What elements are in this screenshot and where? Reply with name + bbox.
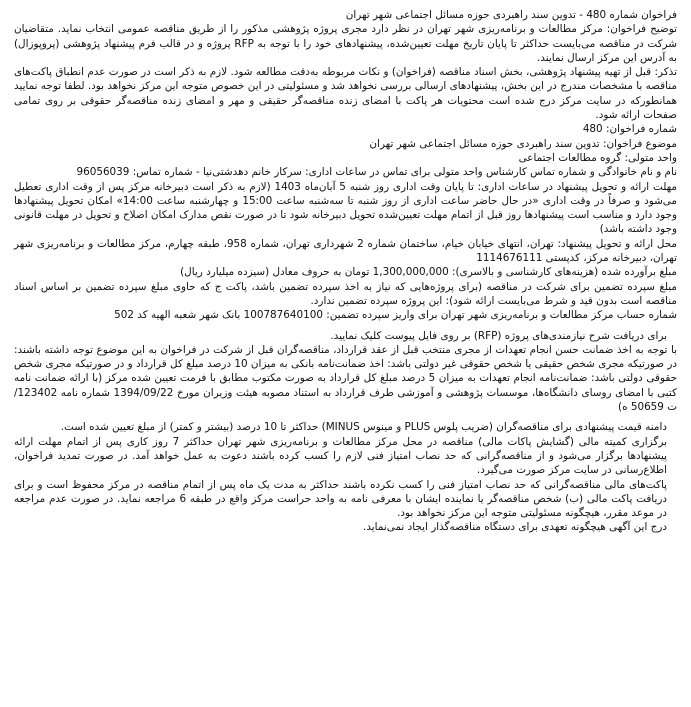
bank-account: شماره حساب مرکز مطالعات و برنامه‌ریزی شهر تهران برای واریز سپرده تضمین: 100787640100 بانک شهر شعبه الهیه کد 502 bbox=[114, 309, 677, 322]
disclaimer: درج این آگهی هیچگونه تعهدی برای دستگاه مناقصه‌گذار ایجاد نمی‌نماید. bbox=[363, 521, 667, 534]
rfp-link-text[interactable]: برای دریافت شرح نیازمندی‌های پروژه (RFP) بر روی فایل پیوست کلیک نمایید. bbox=[330, 329, 667, 342]
notice-note: تذکر: قبل از تهیه پیشنهاد پژوهشی، بخش اسناد مناقصه (فراخوان) و نکات مربوطه به‌دقت مطالعه شود. لازم به ذکر است در صورت عدم انطباق پاکت‌های مناقصه با مشخصات مندرج در این بخش، پیشنهادهای ارسالی بررسی نخواهد شد و مسئولیتی در این خصوص متوجه این مرکز نخواهد بود. لطفا توجه نمایید همانطورکه در سایت مرکز درج شده است محتویات هر پاکت با امضای زنده مناقصه‌گر حقیقی و مهر و امضای زنده مناقصه‌گر حقوقی بر روی تمامی صفحات ارائه شود. bbox=[14, 66, 677, 122]
submission-deadline: مهلت ارائه و تحویل پیشنهاد در ساعات اداری: تا پایان وقت اداری روز شنبه 5 آبان‌ماه 1403 (لازم به ذکر است دبیرخانه مرکز پس از وقت اداری تعطیل می‌شود و صرفاً در وقت اداری «در حال حاضر ساعت اداری از روز شنبه تا سه‌شنبه ساعت 15:00 و چهارشنبه ساعت 14:00» امکان تحویل پیشنهادها وجود دارد و مناسب است پیشنهادها روز قبل از اتمام مهلت تعیین‌شده تحویل دبیرخانه شود تا در صورت نقص مدارک امکان اصلاح و تحویل در مهلت قانونی وجود داشته باشد) bbox=[14, 180, 677, 236]
contact-info: نام و نام خانوادگی و شماره تماس کارشناس واحد متولی برای تماس در ساعات اداری: سرکار خانم دهدشتی‌نیا - شماره تماس: 96056039 bbox=[76, 166, 677, 179]
envelope-pickup: پاکت‌های مالی مناقصه‌گرانی که حد نصاب امتیاز فنی را کسب نکرده باشند حداکثر به مدت یک ماه پس از اتمام مناقصه در مرکز محفوظ است و برای دریافت پاکت مالی (ب) شخص مناقصه‌گر یا نماینده ایشان با معرفی نامه به واحد حراست مرکز واقع در طبقه 6 مراجعه نماید. در صورت عدم مراجعه در موعد مقرر، هیچگونه مسئولیتی متوجه این مرکز نخواهد بود. bbox=[14, 478, 668, 520]
supervisor-unit: واحد متولی: گروه مطالعات اجتماعی bbox=[518, 151, 677, 164]
submission-address: محل ارائه و تحویل پیشنهاد: تهران، انتهای خیابان خیام، ساختمان شماره 2 شهرداری تهران، شماره 958، طبقه چهارم، مرکز مطالعات و برنامه‌ریزی شهر تهران، دبیرخانه مرکز، کدپستی 1114676111 bbox=[14, 237, 678, 265]
guarantee-deposit: مبلغ سپرده تضمین برای شرکت در مناقصه (برای پروژه‌هایی که نیاز به اخذ سپرده تضمین باشد، پاکت ج که حاوی مبلغ سپرده تضمین بر اساس اسناد مناقصه است بدون قید و شرط می‌بایست ارائه شود): این پروژه سپرده تضمین ندارد. bbox=[14, 280, 677, 307]
performance-bond: با توجه به اخذ ضمانت حسن انجام تعهدات از مجری منتخب قبل از عقد قرارداد، مناقصه‌گران قبل از شرکت در فراخوان به این موضوع توجه داشته باشند: در صورتیکه مجری شخص حقیقی یا شخص حقوقی غیر دولتی باشد: اخذ ضمانت‌نامه بانکی به میزان 10 درصد مبلغ کل قرارداد و در صورتیکه مجری شخص حقوقی دولتی باشد: ضمانت‌نامه انجام تعهدات به میزان 5 درصد مبلغ کل قرارداد به صورت مکتوب مطابق با فرمت تعیین شده مرکز (با ارائه ضمانت نامه کتبی با امضای روسای دانشگاه‌ها، موسسات پژوهشی و آموزشی طرف قرارداد به استناد مصوبه هیئت وزیران مورخ 1394/09/22 شماره نامه 123402/ت 50659 ه) bbox=[14, 343, 677, 414]
call-subject: موضوع فراخوان: تدوین سند راهبردی حوزه مسائل اجتماعی شهر تهران bbox=[369, 137, 677, 150]
call-number: شماره فراخوان: 480 bbox=[582, 123, 677, 136]
price-range: دامنه قیمت پیشنهادی برای مناقصه‌گران (ضریب پلوس PLUS و مینوس MINUS) حداکثر تا 10 درصد (بیشتر و کمتر) از مبلغ تعیین شده است. bbox=[60, 421, 667, 434]
estimated-amount: مبلغ برآورده شده (هزینه‌های کارشناسی و بالاسری): 1,300,000,000 تومان به حروف معادل (سیزده میلیارد ریال) bbox=[180, 266, 677, 279]
financial-committee: برگزاری کمیته مالی (گشایش پاکات مالی) مناقصه در محل مرکز مطالعات و برنامه‌ریزی شهر تهران حداکثر 7 روز کاری پس از اتمام مهلت ارائه پیشنهادها برگزار می‌شود و از مناقصه‌گرانی که حد نصاب امتیاز فنی لازم را کسب کرده باشند دعوت به عمل خواهد آمد. در صورت تمدید فراخوان، اطلاع‌رسانی در سایت مرکز صورت می‌گیرد. bbox=[14, 435, 667, 477]
notice-title: فراخوان شماره 480 - تدوین سند راهبردی حوزه مسائل اجتماعی شهر تهران bbox=[345, 9, 677, 21]
notice-description: توضیح فراخوان: مرکز مطالعات و برنامه‌ریزی شهر تهران در نظر دارد مجری پروژه پژوهشی مذکور را از طریق مناقصه عمومی انتخاب نماید. متقاضیان شرکت در مناقصه می‌بایست حداکثر تا پایان تاریخ مهلت تعیین‌شده، پیشنهادهای خود را با توجه به RFP پروژه و در قالب فرم پیشنهاد پژوهشی (پروپوزال) به آدرس این مرکز ارسال نمایند. bbox=[14, 23, 677, 64]
